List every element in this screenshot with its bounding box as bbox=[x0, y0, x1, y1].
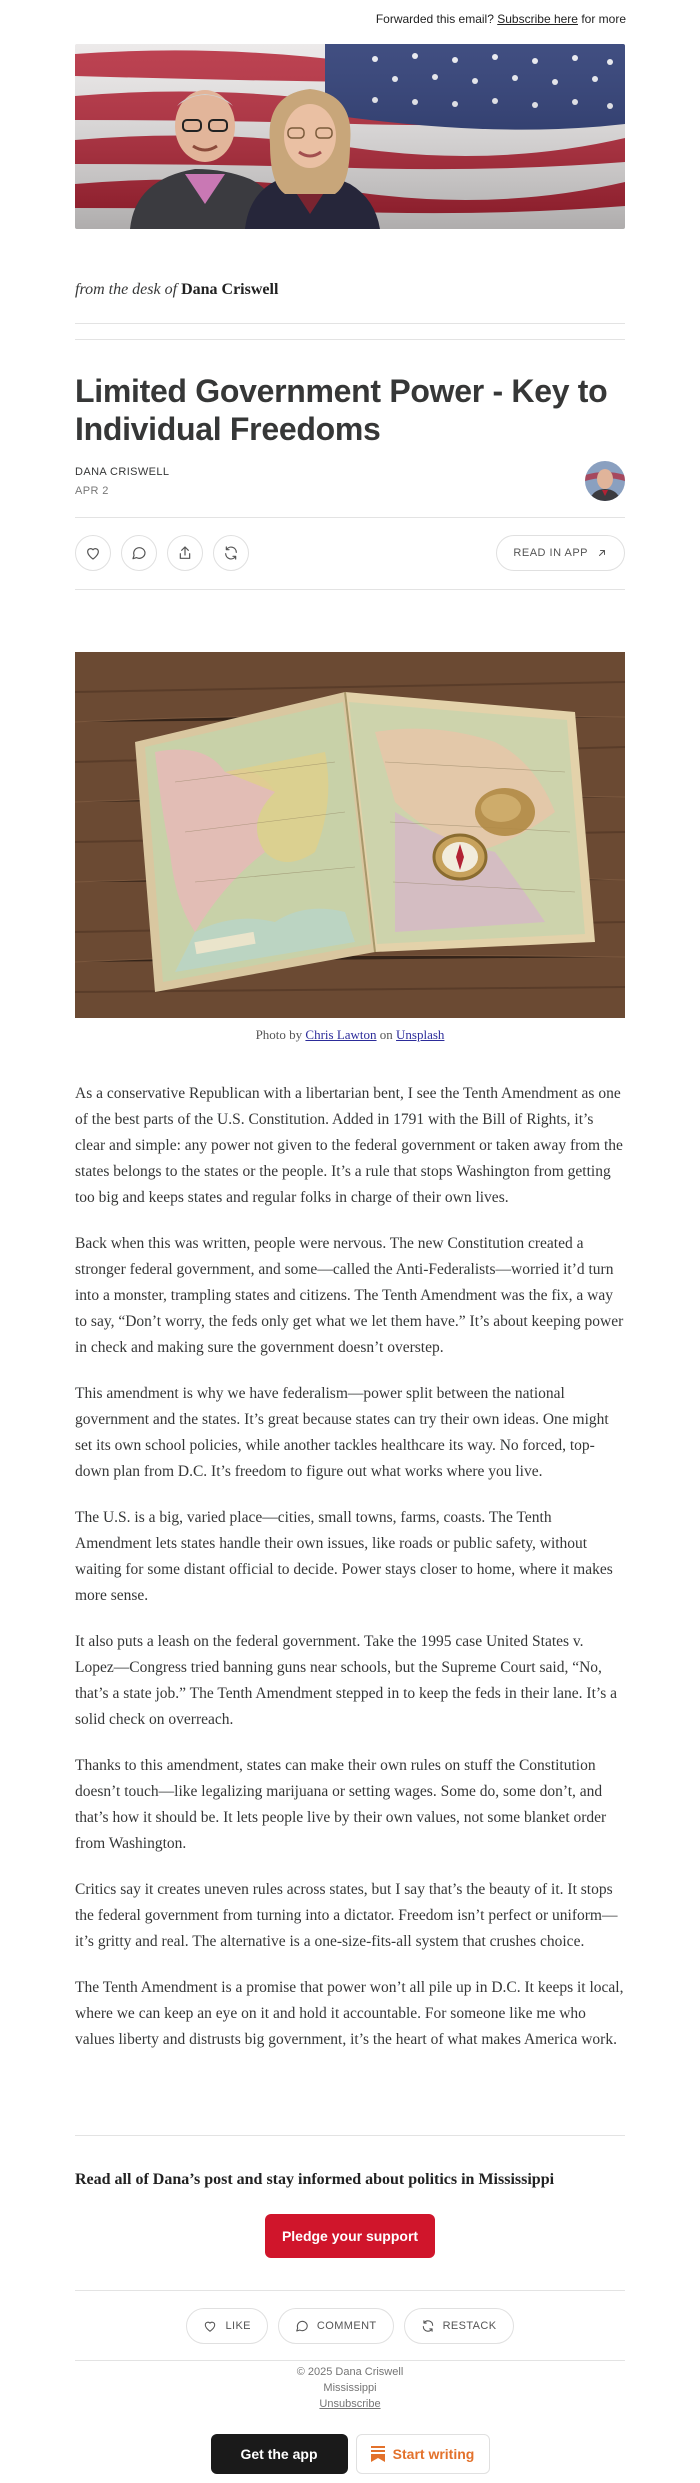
divider bbox=[75, 2135, 625, 2136]
subscribe-cta-text: Read all of Dana’s post and stay informed about politics in Mississippi bbox=[75, 2171, 555, 2188]
footer-location: Mississippi bbox=[323, 2382, 377, 2394]
body-paragraph: Thanks to this amendment, states can make their own rules on stuff the Constitution doesn’t touch—like legalizing marijuana or setting wages. Some do, some don’t, and that’s how it should be. It lets people live by their own values, not some blanket order from Washington. bbox=[75, 1757, 607, 1852]
photographer-link[interactable]: Chris Lawton bbox=[305, 1027, 377, 1042]
body-paragraph: As a conservative Republican with a libertarian bent, I see the Tenth Amendment as one of the best parts of the U.S. Constitution. Added in 1791 with the Bill of Rights, it’s clear and simple: any power not given to the federal government or taken away from the states belongs to the states or the people. It’s a rule that stops Washington from getting too big and keeps states and regular folks in charge of their own lives. bbox=[75, 1085, 623, 1206]
get-the-app-button[interactable] bbox=[211, 2434, 348, 2474]
article-photo[interactable] bbox=[75, 652, 625, 1018]
atlas-compass-image bbox=[75, 652, 625, 1018]
get-app-label: Get the app bbox=[240, 2446, 318, 2462]
hero-banner bbox=[75, 44, 625, 229]
pledge-support-button[interactable] bbox=[265, 2214, 435, 2258]
restack-label: RESTACK bbox=[442, 2320, 497, 2332]
footer bbox=[0, 2364, 700, 2412]
photo-caption bbox=[75, 1027, 625, 1043]
caption-prefix: Photo by bbox=[255, 1027, 303, 1042]
body-paragraph: The Tenth Amendment is a promise that power won’t all pile up in D.C. It keeps it local, where we can keep an eye on it and hold it accountable. For someone like me who values liberty and distrusts big government, it’s the heart of what makes America work. bbox=[75, 1979, 624, 2048]
comment-icon bbox=[131, 545, 147, 561]
arrow-up-right-icon bbox=[596, 547, 608, 559]
body-paragraph: This amendment is why we have federalism—power split between the national government and the states. It’s great because states can try their own ideas. One might set its own school policies, while another tackles healthcare its way. No forced, top-down plan from D.C. It’s freedom to figure out what works where you live. bbox=[75, 1385, 609, 1480]
forwarded-text: Forwarded this email? bbox=[375, 12, 494, 26]
body-paragraph: Back when this was written, people were nervous. The new Constitution created a stronger federal government, and some—called the Anti-Federalists—worried it’d turn into a monster, trampling states and citizens. The Tenth Amendment was the fix, a way to say, “Don’t worry, the feds only get what we let them have.” It’s about keeping power in check and making sure the government doesn’t overstep. bbox=[75, 1235, 624, 1356]
post-author[interactable]: DANA CRISWELL bbox=[75, 466, 170, 478]
divider bbox=[75, 323, 625, 324]
post-title[interactable]: Limited Government Power - Key to Individual Freedoms bbox=[75, 373, 608, 447]
start-writing-button[interactable] bbox=[356, 2434, 490, 2474]
divider bbox=[75, 517, 625, 518]
start-writing-label: Start writing bbox=[392, 2446, 475, 2462]
divider bbox=[75, 2290, 625, 2291]
read-in-app-label: READ IN APP bbox=[513, 547, 588, 559]
forwarded-suffix: for more bbox=[581, 12, 626, 26]
divider bbox=[75, 589, 625, 590]
author-avatar-image bbox=[585, 461, 625, 501]
comment-pill-button[interactable] bbox=[278, 2308, 394, 2344]
body-paragraph: It also puts a leash on the federal government. Take the 1995 case United States v. Lopez—Congress tried banning guns near schools, but the Supreme Court said, “No, that’s a state job.” The Tenth Amendment stepped in to keep the feds in their lane. It’s a solid check on overreach. bbox=[75, 1633, 617, 1728]
subscribe-link[interactable]: Subscribe here bbox=[497, 12, 578, 26]
comment-icon bbox=[295, 2319, 309, 2333]
desk-prefix: from the desk of bbox=[75, 281, 178, 298]
restack-icon bbox=[223, 545, 239, 561]
divider bbox=[75, 2360, 625, 2361]
footer-copyright: © 2025 Dana Criswell bbox=[296, 2366, 404, 2378]
body-paragraph: Critics say it creates uneven rules across states, but I say that’s the beauty of it. It stops the federal government from turning into a dictator. Freedom isn’t perfect or uniform—it’s gritty and real. The alternative is a one-size-fits-all system that crushes choice. bbox=[75, 1881, 618, 1950]
like-button[interactable] bbox=[75, 535, 111, 571]
restack-button[interactable] bbox=[213, 535, 249, 571]
heart-icon bbox=[85, 545, 101, 561]
read-in-app-button[interactable] bbox=[496, 535, 625, 571]
footer-actions bbox=[0, 2308, 700, 2344]
caption-on: on bbox=[379, 1027, 393, 1042]
share-icon bbox=[177, 545, 193, 561]
restack-icon bbox=[421, 2319, 435, 2333]
body-paragraph: The U.S. is a big, varied place—cities, small towns, farms, coasts. The Tenth Amendment lets states handle their own issues, like roads or public safety, without waiting for some distant official to decide. Power stays closer to home, where it makes more sense. bbox=[75, 1509, 613, 1604]
restack-pill-button[interactable] bbox=[404, 2308, 514, 2344]
post-actions bbox=[75, 535, 625, 571]
like-pill-button[interactable] bbox=[186, 2308, 267, 2344]
like-label: LIKE bbox=[225, 2320, 251, 2332]
comment-button[interactable] bbox=[121, 535, 157, 571]
from-the-desk bbox=[75, 281, 625, 299]
post-date: APR 2 bbox=[75, 485, 109, 497]
substack-logo-icon bbox=[371, 2446, 385, 2462]
app-buttons bbox=[0, 2434, 700, 2474]
author-avatar[interactable] bbox=[585, 461, 625, 501]
unsubscribe-link[interactable]: Unsubscribe bbox=[319, 2398, 381, 2410]
pledge-label: Pledge your support bbox=[281, 2228, 419, 2244]
share-button[interactable] bbox=[167, 535, 203, 571]
unsplash-link[interactable]: Unsplash bbox=[396, 1027, 445, 1042]
comment-label: COMMENT bbox=[316, 2320, 377, 2332]
post-body bbox=[75, 1081, 625, 2073]
hero-image bbox=[75, 44, 625, 229]
forwarded-bar bbox=[376, 12, 626, 26]
desk-author-name: Dana Criswell bbox=[181, 281, 279, 298]
heart-icon bbox=[203, 2319, 217, 2333]
divider bbox=[75, 339, 625, 340]
